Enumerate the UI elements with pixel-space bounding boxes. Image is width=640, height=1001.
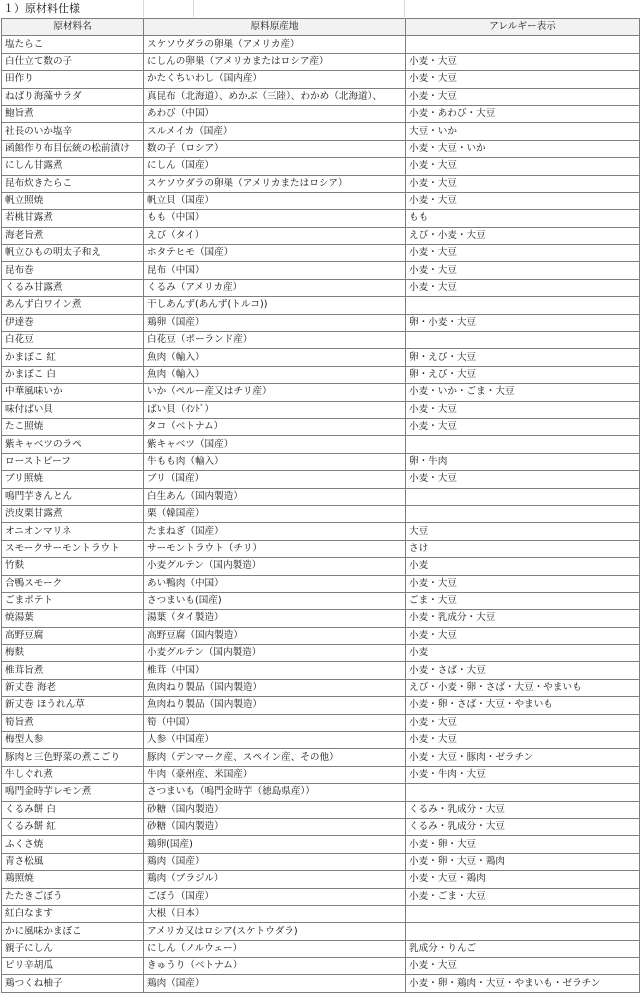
- origin-cell: たまねぎ（国産）: [144, 523, 406, 540]
- ingredient-name-cell: 昆布巻: [2, 262, 144, 279]
- origin-cell: 椎茸（中国）: [144, 662, 406, 679]
- origin-cell: にしん（国産）: [144, 158, 406, 175]
- ingredient-name-cell: たこ照焼: [2, 418, 144, 435]
- origin-cell: サーモントラウト（チリ）: [144, 540, 406, 557]
- table-row: [2, 575, 640, 592]
- origin-cell: かたくちいわし（国内産）: [144, 71, 406, 88]
- ingredient-name-cell: 鶏照焼: [2, 871, 144, 888]
- origin-cell: さつまいも(国産): [144, 592, 406, 609]
- table-row: [2, 227, 640, 244]
- allergen-cell: 小麦: [406, 558, 640, 575]
- allergen-cell: [406, 332, 640, 349]
- table-row: [2, 262, 640, 279]
- table-row: [2, 71, 640, 88]
- allergen-cell: 小麦・大豆: [406, 714, 640, 731]
- table-row: [2, 818, 640, 835]
- ingredient-name-cell: たたきごぼう: [2, 888, 144, 905]
- table-row: [2, 923, 640, 940]
- table-row: [2, 940, 640, 957]
- table-row: [2, 88, 640, 105]
- table-row: [2, 679, 640, 696]
- allergen-cell: えび・小麦・卵・さば・大豆・やまいも: [406, 679, 640, 696]
- origin-cell: 鶏卵（国産）: [144, 314, 406, 331]
- allergen-cell: [406, 436, 640, 453]
- ingredient-name-cell: 若桃甘露煮: [2, 210, 144, 227]
- ingredient-name-cell: 高野豆腐: [2, 627, 144, 644]
- ingredient-name-cell: かまぼこ 白: [2, 366, 144, 383]
- origin-cell: くるみ（アメリカ産）: [144, 279, 406, 296]
- ingredient-name-cell: 紫キャベツのラペ: [2, 436, 144, 453]
- origin-cell: 魚肉（輸入）: [144, 349, 406, 366]
- allergen-cell: 小麦・大豆: [406, 958, 640, 975]
- ingredient-name-cell: 鳴門金時芋レモン煮: [2, 784, 144, 801]
- table-header-row: [2, 19, 640, 36]
- table-row: [2, 384, 640, 401]
- allergen-cell: 卵・牛肉: [406, 453, 640, 470]
- grid-line: [193, 0, 194, 17]
- table-row: [2, 592, 640, 609]
- allergen-cell: 小麦・大豆: [406, 627, 640, 644]
- table-row: [2, 610, 640, 627]
- ingredient-name-cell: 牛しぐれ煮: [2, 766, 144, 783]
- ingredient-name-cell: スモークサーモントラウト: [2, 540, 144, 557]
- table-row: [2, 836, 640, 853]
- table-row: [2, 314, 640, 331]
- origin-cell: 鶏肉（ブラジル）: [144, 871, 406, 888]
- origin-cell: にしん（ノルウェー）: [144, 940, 406, 957]
- table-row: [2, 697, 640, 714]
- ingredient-name-cell: くるみ餅 紅: [2, 818, 144, 835]
- origin-cell: 真昆布（北海道）、めかぶ（三陸）、わかめ（北海道）、: [144, 88, 406, 105]
- origin-cell: 大根（日本）: [144, 905, 406, 922]
- ingredient-name-cell: かまぼこ 紅: [2, 349, 144, 366]
- origin-cell: ホタテヒモ（国産）: [144, 245, 406, 262]
- header-ingredient-name: 原材料名: [2, 19, 144, 36]
- table-row: [2, 123, 640, 140]
- origin-cell: スケソウダラの卵巣（アメリカまたはロシア）: [144, 175, 406, 192]
- table-row: [2, 488, 640, 505]
- origin-cell: 人参（中国産）: [144, 732, 406, 749]
- table-row: [2, 140, 640, 157]
- table-row: [2, 192, 640, 209]
- table-row: [2, 453, 640, 470]
- allergen-cell: 小麦・いか・ごま・大豆: [406, 384, 640, 401]
- ingredient-name-cell: 竹麩: [2, 558, 144, 575]
- allergen-cell: 小麦・卵・鶏肉・大豆・やまいも・ゼラチン: [406, 975, 640, 992]
- origin-cell: えび（タイ）: [144, 227, 406, 244]
- allergen-cell: さけ: [406, 540, 640, 557]
- ingredient-name-cell: 焼湯葉: [2, 610, 144, 627]
- allergen-cell: くるみ・乳成分・大豆: [406, 801, 640, 818]
- table-row: [2, 766, 640, 783]
- allergen-cell: 小麦・あわび・大豆: [406, 105, 640, 122]
- grid-line: [143, 0, 144, 17]
- ingredient-name-cell: 鮑旨煮: [2, 105, 144, 122]
- table-row: [2, 523, 640, 540]
- ingredient-name-cell: くるみ甘露煮: [2, 279, 144, 296]
- origin-cell: 砂糖（国内製造）: [144, 818, 406, 835]
- allergen-cell: 卵・えび・大豆: [406, 366, 640, 383]
- ingredient-name-cell: ピリ辛胡瓜: [2, 958, 144, 975]
- ingredient-name-cell: 梅麩: [2, 645, 144, 662]
- table-row: [2, 105, 640, 122]
- table-row: [2, 175, 640, 192]
- ingredient-name-cell: オニオンマリネ: [2, 523, 144, 540]
- table-row: [2, 366, 640, 383]
- origin-cell: 紫キャベツ（国産）: [144, 436, 406, 453]
- table-row: [2, 958, 640, 975]
- ingredient-name-cell: 社長のいか塩辛: [2, 123, 144, 140]
- table-row: [2, 158, 640, 175]
- origin-cell: 小麦グルテン（国内製造）: [144, 558, 406, 575]
- ingredient-name-cell: 筍旨煮: [2, 714, 144, 731]
- origin-cell: 鶏卵(国産): [144, 836, 406, 853]
- ingredient-name-cell: 白花豆: [2, 332, 144, 349]
- ingredient-name-cell: ローストビーフ: [2, 453, 144, 470]
- allergen-cell: 卵・小麦・大豆: [406, 314, 640, 331]
- ingredient-name-cell: かに風味かまぼこ: [2, 923, 144, 940]
- allergen-cell: 卵・えび・大豆: [406, 349, 640, 366]
- table-row: [2, 53, 640, 70]
- allergen-cell: 小麦・大豆: [406, 158, 640, 175]
- ingredient-name-cell: ねばり海藻サラダ: [2, 88, 144, 105]
- origin-cell: スルメイカ（国産）: [144, 123, 406, 140]
- ingredient-name-cell: 梅型人参: [2, 732, 144, 749]
- allergen-cell: 小麦・大豆: [406, 175, 640, 192]
- ingredient-name-cell: 函館作り布目伝統の松前漬け: [2, 140, 144, 157]
- grid-line: [404, 0, 405, 17]
- origin-cell: 牛肉（豪州産、米国産）: [144, 766, 406, 783]
- table-row: [2, 905, 640, 922]
- origin-cell: 魚肉（輸入）: [144, 366, 406, 383]
- ingredient-name-cell: 鳴門芋きんとん: [2, 488, 144, 505]
- table-row: [2, 749, 640, 766]
- allergen-cell: もも: [406, 210, 640, 227]
- allergen-cell: 小麦・卵・さば・大豆・やまいも: [406, 697, 640, 714]
- origin-cell: スケソウダラの卵巣（アメリカ産）: [144, 36, 406, 53]
- allergen-cell: 小麦・大豆: [406, 418, 640, 435]
- table-row: [2, 558, 640, 575]
- table-row: [2, 853, 640, 870]
- table-row: [2, 714, 640, 731]
- origin-cell: ばい貝（ｲﾝﾄﾞ）: [144, 401, 406, 418]
- ingredient-name-cell: 椎茸旨煮: [2, 662, 144, 679]
- table-row: [2, 332, 640, 349]
- allergen-cell: 小麦・大豆: [406, 88, 640, 105]
- allergen-cell: 小麦・さば・大豆: [406, 662, 640, 679]
- ingredient-name-cell: 田作り: [2, 71, 144, 88]
- allergen-cell: 小麦・大豆・いか: [406, 140, 640, 157]
- ingredient-name-cell: 伊達巻: [2, 314, 144, 331]
- allergen-cell: 小麦・大豆・鶏肉: [406, 871, 640, 888]
- origin-cell: 魚肉ねり製品（国内製造）: [144, 697, 406, 714]
- origin-cell: あわび（中国）: [144, 105, 406, 122]
- ingredient-name-cell: 昆布炊きたらこ: [2, 175, 144, 192]
- origin-cell: いか（ペルー産又はチリ産）: [144, 384, 406, 401]
- allergen-cell: 小麦・ごま・大豆: [406, 888, 640, 905]
- table-row: [2, 784, 640, 801]
- allergen-cell: えび・小麦・大豆: [406, 227, 640, 244]
- allergen-cell: 小麦・大豆: [406, 575, 640, 592]
- ingredient-name-cell: 帆立ひもの明太子和え: [2, 245, 144, 262]
- origin-cell: あい鴨肉（中国）: [144, 575, 406, 592]
- table-row: [2, 871, 640, 888]
- origin-cell: 栗（韓国産）: [144, 505, 406, 522]
- origin-cell: ブリ（国産）: [144, 471, 406, 488]
- origin-cell: タコ（ベトナム）: [144, 418, 406, 435]
- table-row: [2, 418, 640, 435]
- table-row: [2, 297, 640, 314]
- origin-cell: 白花豆（ポーランド産）: [144, 332, 406, 349]
- table-row: [2, 801, 640, 818]
- origin-cell: 昆布（中国）: [144, 262, 406, 279]
- ingredient-name-cell: ブリ照焼: [2, 471, 144, 488]
- table-row: [2, 349, 640, 366]
- ingredient-name-cell: ふくさ焼: [2, 836, 144, 853]
- ingredient-name-cell: 紅白なます: [2, 905, 144, 922]
- origin-cell: もも（中国）: [144, 210, 406, 227]
- table-row: [2, 645, 640, 662]
- table-row: [2, 975, 640, 992]
- origin-cell: 魚肉ねり製品（国内製造）: [144, 679, 406, 696]
- origin-cell: ごぼう（国産）: [144, 888, 406, 905]
- ingredient-name-cell: 帆立照焼: [2, 192, 144, 209]
- origin-cell: さつまいも（鳴門金時芋（徳島県産））: [144, 784, 406, 801]
- header-allergen: アレルギー表示: [406, 19, 640, 36]
- ingredient-name-cell: 塩たらこ: [2, 36, 144, 53]
- allergen-cell: 小麦・大豆: [406, 53, 640, 70]
- allergen-cell: 小麦・卵・大豆・鶏肉: [406, 853, 640, 870]
- table-row: [2, 279, 640, 296]
- ingredient-name-cell: あんず白ワイン煮: [2, 297, 144, 314]
- origin-cell: 帆立貝（国産）: [144, 192, 406, 209]
- origin-cell: 豚肉（デンマーク産、スペイン産、その他）: [144, 749, 406, 766]
- ingredient-name-cell: 新丈巻 ほうれん草: [2, 697, 144, 714]
- origin-cell: アメリカ又はロシア(スケトウダラ): [144, 923, 406, 940]
- allergen-cell: 小麦・乳成分・大豆: [406, 610, 640, 627]
- allergen-cell: 小麦・大豆: [406, 192, 640, 209]
- ingredient-name-cell: 中華風味いか: [2, 384, 144, 401]
- allergen-cell: 小麦・大豆・豚肉・ゼラチン: [406, 749, 640, 766]
- origin-cell: 牛もも肉（輸入）: [144, 453, 406, 470]
- ingredient-name-cell: ごまポテト: [2, 592, 144, 609]
- origin-cell: きゅうり（ベトナム）: [144, 958, 406, 975]
- allergen-cell: [406, 36, 640, 53]
- allergen-cell: 小麦・大豆: [406, 262, 640, 279]
- ingredient-name-cell: 新丈巻 海老: [2, 679, 144, 696]
- ingredient-name-cell: 合鴨スモーク: [2, 575, 144, 592]
- ingredient-name-cell: 親子にしん: [2, 940, 144, 957]
- allergen-cell: 小麦・大豆: [406, 471, 640, 488]
- origin-cell: 砂糖（国内製造）: [144, 801, 406, 818]
- ingredient-name-cell: 白仕立て数の子: [2, 53, 144, 70]
- ingredient-name-cell: 鶏つくね柚子: [2, 975, 144, 992]
- allergen-cell: 乳成分・りんご: [406, 940, 640, 957]
- allergen-cell: 小麦: [406, 645, 640, 662]
- table-row: [2, 662, 640, 679]
- ingredient-name-cell: 味付ばい貝: [2, 401, 144, 418]
- table-row: [2, 210, 640, 227]
- table-row: [2, 36, 640, 53]
- table-row: [2, 540, 640, 557]
- allergen-cell: 小麦・大豆: [406, 401, 640, 418]
- allergen-cell: [406, 297, 640, 314]
- ingredient-spec-table: [1, 18, 640, 993]
- origin-cell: 湯葉（タイ製造）: [144, 610, 406, 627]
- origin-cell: 高野豆腐（国内製造）: [144, 627, 406, 644]
- ingredient-name-cell: 渋皮栗甘露煮: [2, 505, 144, 522]
- allergen-cell: [406, 488, 640, 505]
- allergen-cell: 小麦・大豆: [406, 71, 640, 88]
- ingredient-name-cell: 豚肉と三色野菜の煮こごり: [2, 749, 144, 766]
- section-title: １）原材料仕様: [3, 2, 80, 15]
- table-row: [2, 505, 640, 522]
- allergen-cell: くるみ・乳成分・大豆: [406, 818, 640, 835]
- table-row: [2, 245, 640, 262]
- table-row: [2, 436, 640, 453]
- ingredient-name-cell: 海老旨煮: [2, 227, 144, 244]
- allergen-cell: 小麦・牛肉・大豆: [406, 766, 640, 783]
- allergen-cell: [406, 784, 640, 801]
- origin-cell: 鶏肉（国産）: [144, 975, 406, 992]
- ingredient-name-cell: にしん甘露煮: [2, 158, 144, 175]
- ingredient-name-cell: 青さ松風: [2, 853, 144, 870]
- table-row: [2, 888, 640, 905]
- origin-cell: 鶏肉（国産）: [144, 853, 406, 870]
- table-row: [2, 732, 640, 749]
- origin-cell: にしんの卵巣（アメリカまたはロシア産）: [144, 53, 406, 70]
- ingredient-name-cell: くるみ餅 白: [2, 801, 144, 818]
- allergen-cell: 大豆: [406, 523, 640, 540]
- header-origin: 原料原産地: [144, 19, 406, 36]
- allergen-cell: 小麦・卵・大豆: [406, 836, 640, 853]
- allergen-cell: 大豆・いか: [406, 123, 640, 140]
- origin-cell: 干しあんず(あんず(トルコ)): [144, 297, 406, 314]
- allergen-cell: 小麦・大豆: [406, 245, 640, 262]
- origin-cell: 数の子（ロシア）: [144, 140, 406, 157]
- allergen-cell: [406, 923, 640, 940]
- origin-cell: 筍（中国）: [144, 714, 406, 731]
- allergen-cell: ごま・大豆: [406, 592, 640, 609]
- allergen-cell: [406, 505, 640, 522]
- allergen-cell: 小麦・大豆: [406, 732, 640, 749]
- origin-cell: 小麦グルテン（国内製造）: [144, 645, 406, 662]
- table-row: [2, 627, 640, 644]
- allergen-cell: [406, 905, 640, 922]
- table-row: [2, 471, 640, 488]
- allergen-cell: 小麦・大豆: [406, 279, 640, 296]
- origin-cell: 白生あん（国内製造）: [144, 488, 406, 505]
- table-row: [2, 401, 640, 418]
